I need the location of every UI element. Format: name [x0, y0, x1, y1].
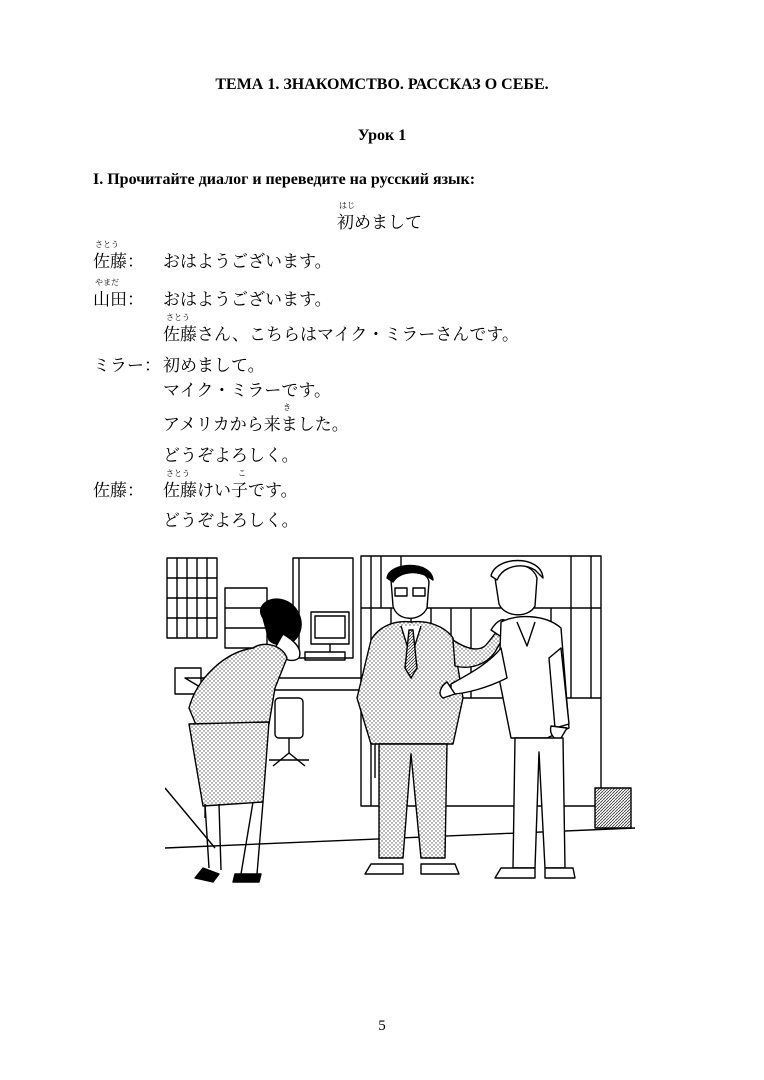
dialogue-line: どうぞよろしく。 — [163, 446, 299, 466]
speaker-name: ミラー： — [93, 356, 161, 376]
dialogue-line: アメリカから来ました。 — [163, 415, 349, 435]
topic-title: ТЕМА 1. ЗНАКОМСТВО. РАССКАЗ О СЕБЕ. — [215, 76, 549, 93]
dialogue-line: マイク・ミラーです。 — [163, 381, 331, 401]
speaker-furigana: さとう — [95, 240, 119, 249]
dialogue-line: 初めまして。 — [163, 356, 265, 376]
dialogue-line: 佐藤さん、こちらはマイク・ミラーさんです。 — [163, 325, 519, 345]
dialogue-line: どうぞよろしく。 — [163, 511, 299, 531]
speaker-furigana: やまだ — [95, 278, 119, 287]
lesson-title: Урок 1 — [357, 127, 407, 144]
task-instruction: I. Прочитайте диалог и переведите на русский язык: — [93, 171, 476, 188]
dialogue-title-furigana: はじ — [339, 201, 355, 210]
text-furigana: さとう — [166, 313, 190, 322]
dialogue-line: おはようございます。 — [163, 290, 332, 310]
speaker-name: 山田： — [93, 290, 144, 310]
dialogue-title: 初めまして — [337, 213, 422, 233]
speaker-name: 佐藤： — [93, 252, 144, 272]
text-furigana: き — [283, 403, 291, 412]
speaker-name: 佐藤： — [93, 481, 144, 501]
page-number: 5 — [378, 1018, 386, 1034]
office-greeting-illustration — [165, 548, 635, 908]
text-furigana: こ — [238, 469, 246, 478]
text-furigana: さとう — [166, 469, 190, 478]
dialogue-line: おはようございます。 — [163, 252, 332, 272]
dialogue-line: 佐藤けい子です。 — [163, 481, 298, 501]
